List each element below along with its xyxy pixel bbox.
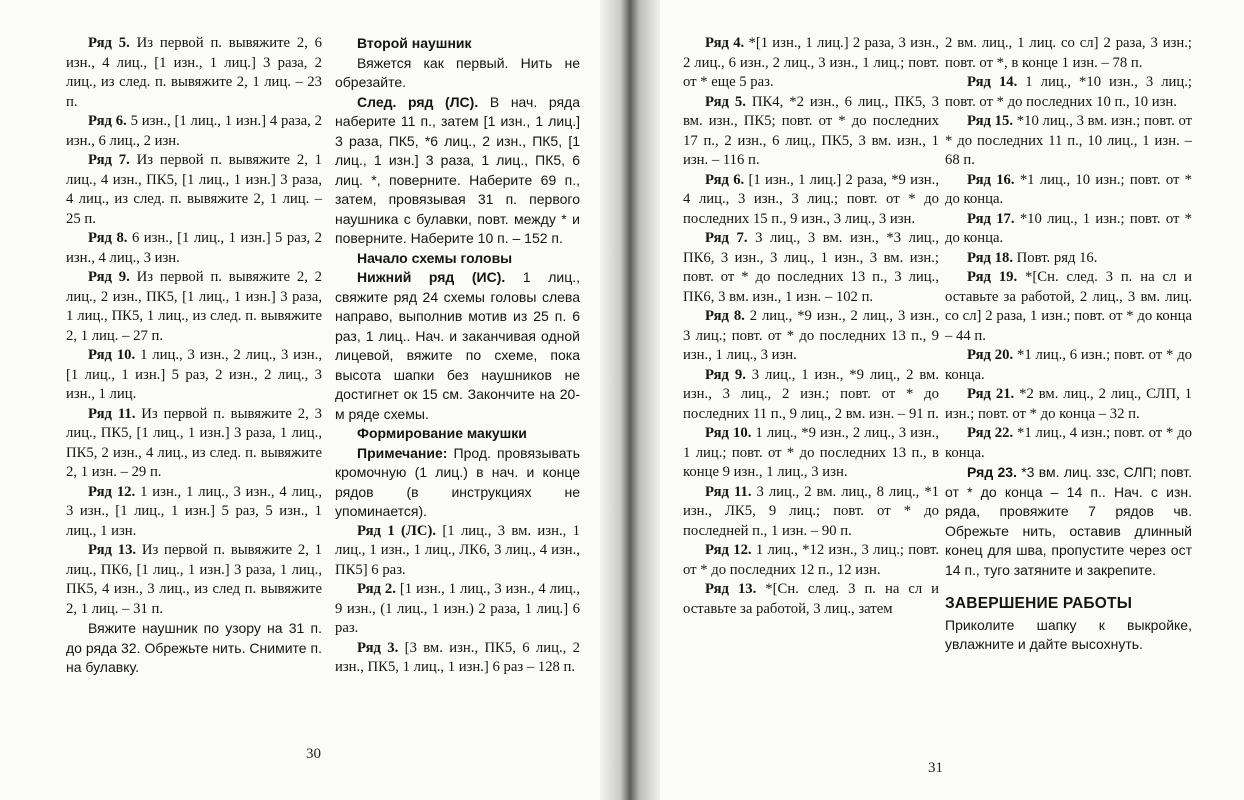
instruction-row: Ряд 11. Из первой п. вывяжите 2, 3 лиц., ПК5, [1 лиц., 1 изн.] 3 раза, 1 лиц., ПК5, 2 изн., 4 лиц., из след. п. вывяжите 2, 1 изн. – 29 п. — [66, 405, 323, 480]
instruction-row: Ряд 7. 3 лиц., 3 вм. изн., *3 лиц., ПК6, 3 изн., 3 лиц., 1 изн., 3 вм. изн.; повт. от * до последних 13 п., 3 лиц., ПК6, 3 вм. изн., 1 изн. – 102 п. — [683, 230, 940, 305]
page-number: 31 — [928, 760, 943, 776]
instruction-row: Ряд 18. Повт. ряд 16. — [967, 249, 1098, 266]
instruction-row: Ряд 6. 5 изн., [1 лиц., 1 изн.] 4 раза, 2 изн., 6 лиц., 2 изн. — [66, 113, 323, 149]
instruction-row: Ряд 8. 6 изн., [1 лиц., 1 изн.] 5 раз, 2 изн., 4 лиц., 3 изн. — [66, 230, 323, 266]
instruction-row: Ряд 13. *[Сн. след. 3 п. на сл и оставьте за работой, 3 лиц., затем — [683, 581, 940, 617]
paragraph: Приколите шапку к выкройке, увлажните и дайте высохнуть. — [945, 616, 1192, 652]
instruction-row: Ряд 19. *[Сн. след. 3 п. на сл и оставьте за работой, 2 лиц., 3 вм. лиц. со сл] 2 раза, 1 изн.; повт. от * до конца – 44 п. — [945, 269, 1193, 344]
instruction-row: Ряд 1 (ЛС). [1 лиц., 3 вм. изн., 1 лиц., 1 изн., 1 лиц., ЛК6, 3 лиц., 4 изн., ПК5] 6 раз. — [335, 522, 580, 578]
instruction-row: Ряд 4. *[1 изн., 1 лиц.] 2 раза, 3 изн., 2 лиц., 6 изн., 2 лиц., 3 изн., 1 лиц.; повт. от * еще 5 раз. — [683, 35, 940, 90]
instruction-row: Ряд 17. *10 лиц., 1 изн.; повт. от * до конца. — [945, 210, 1193, 246]
left-page-column-1 — [66, 34, 322, 678]
paragraph: Нижний ряд (ИС). 1 лиц., свяжите ряд 24 схемы головы слева направо, выполнив мотив из 25 п. 6 раз, 1 лиц.. Нач. и заканчивая одной лицевой, вяжите по схеме, пока высота шапки без наушников не достигнет ок 15 см. Закончите на 20-м ряде схемы. — [335, 269, 581, 422]
instruction-row: Ряд 6. [1 изн., 1 лиц.] 2 раза, *9 изн., 4 лиц., 3 изн., 3 лиц.; повт. от * до последних 15 п., 9 изн., 3 лиц., 3 изн. — [683, 171, 940, 227]
instruction-row: Ряд 9. Из первой п. вывяжите 2, 2 лиц., 2 изн., ПК5, [1 лиц., 1 изн.] 3 раза, 1 лиц., ПК5, 1 лиц., из след. п. вывяжите 2, 1 лиц. – 27 п. — [66, 269, 323, 344]
section-heading: Начало схемы головы — [357, 249, 513, 266]
closing-paragraph: Вяжите наушник по узору на 31 п. до ряда 32. Обрежьте нить. Снимите п. на булавку. — [66, 620, 322, 675]
paragraph: Вяжется как первый. Нить не обрезайте. — [335, 54, 580, 90]
section-heading: Второй наушник — [357, 35, 472, 51]
instruction-row: Ряд 9. 3 лиц., 1 изн., *9 лиц., 2 вм. изн., 3 лиц., 2 изн.; повт. от * до последних 11 п., 9 лиц., 2 вм. изн. – 91 п. — [683, 366, 939, 422]
instruction-row: Ряд 2. [1 изн., 1 лиц., 3 изн., 4 лиц., 9 изн., (1 лиц., 1 изн.) 2 раза, 1 лиц.] 6 раз. — [335, 581, 581, 636]
instruction-row: Ряд 21. *2 вм. лиц., 2 лиц., СЛП, 1 изн.; повт. от * до конца – 32 п. — [945, 386, 1193, 422]
instruction-row: Ряд 12. 1 изн., 1 лиц., 3 изн., 4 лиц., 3 изн., [1 лиц., 1 изн.] 5 раз, 5 изн., 1 лиц., 1 изн. — [66, 483, 323, 539]
instruction-row: Ряд 8. 2 лиц., *9 изн., 2 лиц., 3 изн., 3 лиц.; повт. от * до последних 13 п., 9 изн., 1 лиц., 3 изн. — [683, 308, 940, 363]
instruction-row: Ряд 20. *1 лиц., 6 изн.; повт. от * до конца. — [945, 347, 1193, 383]
instruction-row: Ряд 12. 1 лиц., *12 изн., 3 лиц.; повт. от * до последних 12 п., 12 изн. — [683, 542, 939, 578]
instruction-row: Ряд 11. 3 лиц., 2 вм. лиц., 8 лиц., *1 изн., ЛК5, 9 лиц.; повт. от * до последней п., 1 изн. – 90 п. — [683, 483, 940, 539]
instruction-row: Ряд 14. 1 лиц., *10 изн., 3 лиц.; повт. от * до последних 10 п., 10 изн. — [945, 74, 1192, 110]
section-heading: ЗАВЕРШЕНИЕ РАБОТЫ — [945, 595, 1133, 612]
left-page-column-2 — [335, 34, 580, 678]
page-number: 30 — [306, 746, 321, 762]
instruction-row: Ряд 3. [3 вм. изн., ПК5, 6 лиц., 2 изн., ПК5, 1 лиц., 1 изн.] 6 раз – 128 п. — [335, 639, 580, 675]
instruction-row: Ряд 16. *1 лиц., 10 изн.; повт. от * до конца. — [945, 171, 1193, 207]
paragraph: След. ряд (ЛС). В нач. ряда наберите 11 п., затем [1 изн., 1 лиц.] 3 раза, ПК5, *6 лиц., 2 изн., ПК5, [1 лиц., 1 изн.] 3 раза, 1 лиц., ПК5, 6 лиц. *, поверните. Наберите 69 п., затем, провязывая 31 п. первого наушника с булавки, повт. между * и поверните. Наберите 10 п. – 152 п. — [335, 93, 581, 246]
instruction-row: Ряд 22. *1 лиц., 4 изн.; повт. от * до конца. — [945, 425, 1193, 461]
instruction-row: Ряд 5. ПК4, *2 изн., 6 лиц., ПК5, 3 вм. изн., ПК5; повт. от * до последних 17 п., 2 изн., 6 лиц., ПК5, 3 вм. изн., 1 изн. – 116 п. — [683, 93, 940, 168]
instruction-row: Ряд 5. Из первой п. вывяжите 2, 6 изн., 4 лиц., [1 изн., 1 лиц.] 3 раза, 2 лиц., из след. п. вывяжите 2, 1 лиц. – 23 п. — [66, 35, 323, 110]
instruction-row: Ряд 13. Из первой п. вывяжите 2, 1 лиц., ПК6, [1 лиц., 1 изн.] 3 раза, 1 лиц., ПК5, 4 изн., 3 лиц., из след п. вывяжите 2, 1 лиц. – 31 п. — [66, 542, 322, 617]
instruction-row: Ряд 10. 1 лиц., 3 изн., 2 лиц., 3 изн., [1 лиц., 1 изн.] 5 раз, 2 изн., 2 лиц., 3 изн., 1 лиц. — [66, 347, 323, 402]
right-page — [655, 0, 1244, 800]
right-page-column-1 — [683, 34, 939, 619]
instruction-row: Ряд 10. 1 лиц., *9 изн., 2 лиц., 3 изн., 1 лиц.; повт. от * до последних 13 п., в конце 9 изн., 1 лиц., 3 изн. — [683, 425, 939, 480]
instruction-row: Ряд 7. Из первой п. вывяжите 2, 1 лиц., 4 изн., ПК5, [1 лиц., 1 изн.] 3 раза, 4 лиц., из след. п. вывяжите 2, 1 лиц. – 25 п. — [66, 152, 323, 227]
continued-row: 2 вм. лиц., 1 лиц. со сл] 2 раза, 3 изн.; повт. от *, в конце 1 изн. – 78 п. — [945, 35, 1192, 71]
instruction-row: Ряд 23. *3 вм. лиц. ззс, СЛП; повт. от * до конца – 14 п.. Нач. с изн. ряда, провяжите 7 рядов чв. Обрежьте нить, оставив длинный конец для шва, пропустите через ост 14 п., туго затяните и закрепите. — [945, 464, 1192, 578]
paragraph: Примечание: Прод. провязывать кромочную (1 лиц.) в нач. и конце рядов (в инструкциях не упоминается). — [335, 444, 580, 519]
section-heading: Формирование макушки — [357, 425, 527, 441]
instruction-row: Ряд 15. *10 лиц., 3 вм. изн.; повт. от * до последних 11 п., 10 лиц., 1 изн. – 68 п. — [945, 113, 1193, 168]
left-page — [0, 0, 610, 800]
right-page-column-2 — [945, 34, 1192, 655]
